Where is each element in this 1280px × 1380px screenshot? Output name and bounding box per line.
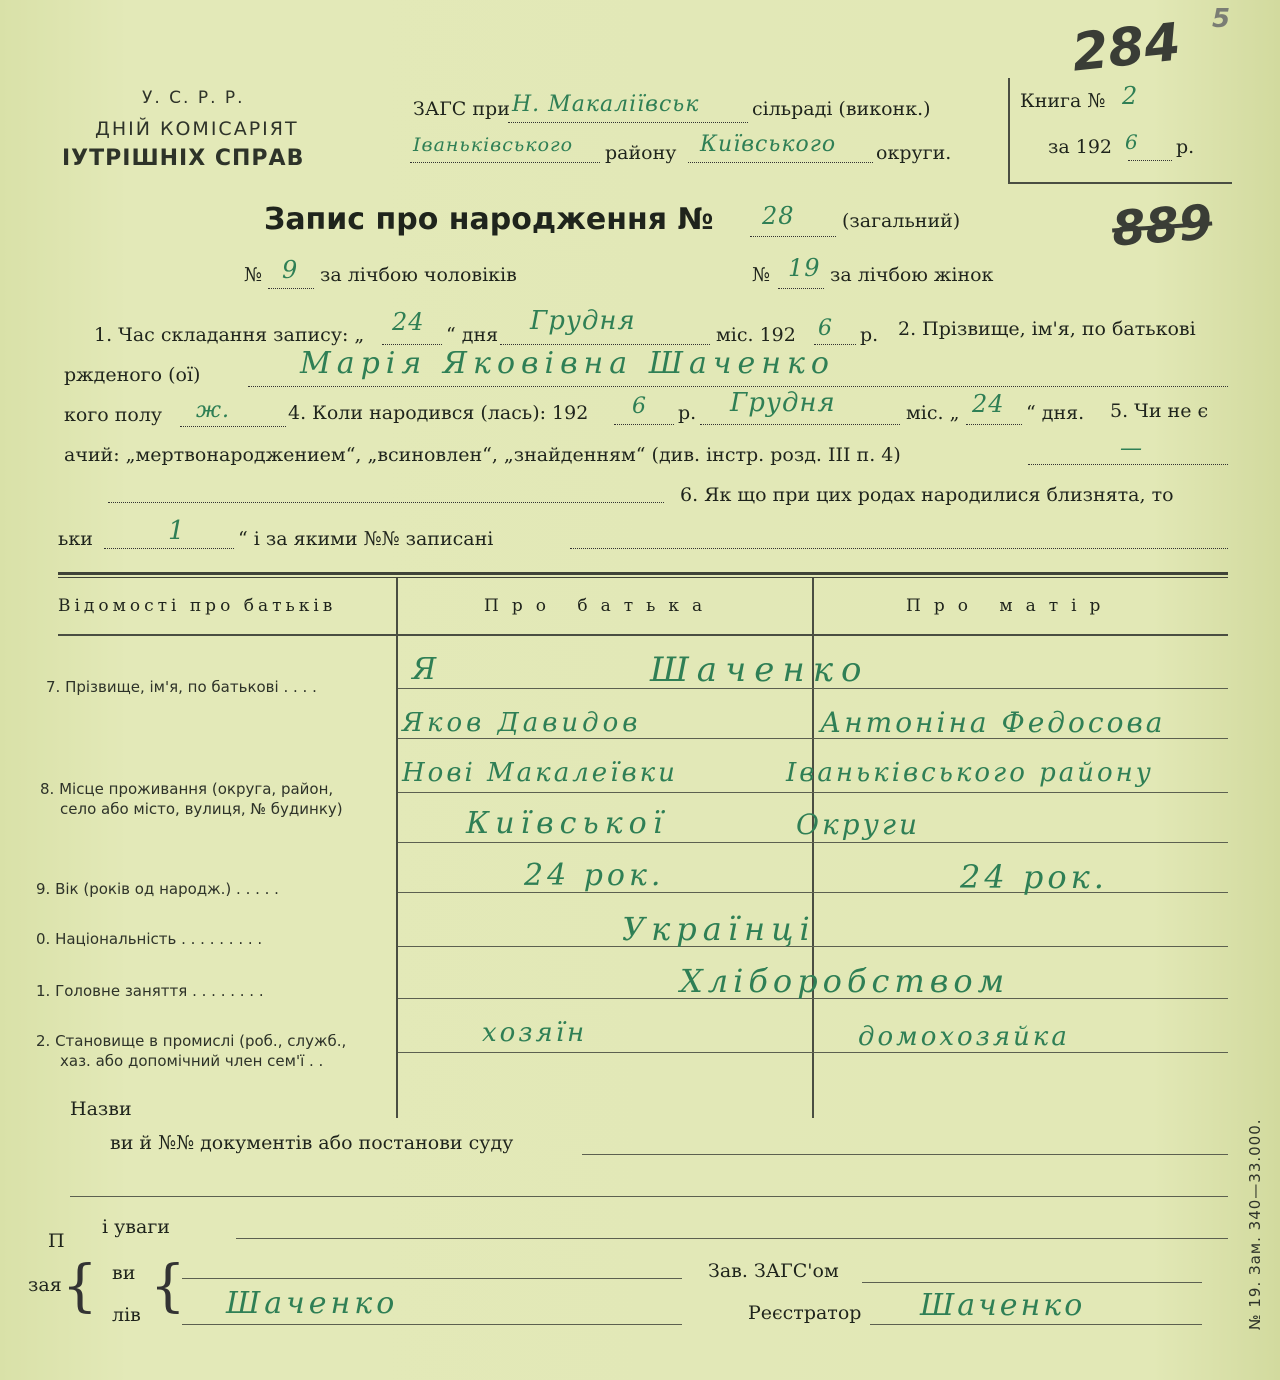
commissariat-line-2: ІУТРІШНІХ СПРАВ (62, 146, 305, 171)
district-underline (410, 162, 600, 163)
men-number-underline (268, 288, 314, 289)
sex-value: ж. (196, 398, 231, 423)
col-header-father: Про батька (484, 596, 716, 616)
zav-zags-label: Зав. ЗАГС'ом (708, 1260, 839, 1282)
occupation: Хліборобством (680, 962, 1010, 1000)
table-top-rule (58, 572, 1228, 575)
okrug-label: округи. (876, 142, 952, 164)
row-10-label: 0. Національність . . . . . . . . . (36, 930, 263, 948)
row-12-label-1: 2. Становище в промислі (роб., служб., (36, 1032, 347, 1050)
row-7-label: 7. Прізвище, ім'я, по батькові . . . . (46, 678, 317, 696)
row-11-label: 1. Головне заняття . . . . . . . . (36, 982, 264, 1000)
table-col-divider-1 (396, 578, 398, 1118)
field-4-year-digit: 6 (632, 394, 647, 419)
signature-label-1: ви (112, 1262, 136, 1284)
zav-zags-line (862, 1282, 1202, 1283)
archive-number-struck: 889 (1110, 194, 1215, 258)
field-1-label: 1. Час складання запису: „ (94, 324, 365, 346)
sex-label: кого полу (64, 404, 163, 426)
field-1-year-underline (814, 344, 856, 345)
registrar-line (870, 1324, 1202, 1325)
col-header-mother: Про матір (906, 596, 1114, 616)
field-6-cont-post: “ і за якими №№ записані (238, 528, 494, 550)
declarant-brace: { (62, 1254, 98, 1319)
book-number: 2 (1122, 82, 1139, 110)
book-label: Книга № (1020, 90, 1106, 112)
child-name: Марія Яковівна Шаченко (300, 346, 835, 381)
zags-village-underline (508, 122, 748, 123)
book-year-underline (1128, 160, 1172, 161)
field-1-year-suffix: р. (860, 324, 879, 346)
field-6-cont-pre: ьки (58, 528, 93, 550)
record-number-underline (750, 236, 836, 237)
mother-age: 24 рок. (960, 858, 1108, 896)
archive-number: 284 (1069, 12, 1184, 84)
row-rule-4 (398, 842, 1228, 843)
zags-suffix: сільраді (виконк.) (752, 98, 931, 120)
field-4-year-suffix: р. (678, 402, 697, 424)
okrug-underline (688, 162, 873, 163)
field-4-month: Грудня (730, 388, 836, 418)
men-number: 9 (282, 256, 299, 284)
surname-common: Шаченко (650, 650, 870, 690)
docs-line-1 (582, 1154, 1228, 1155)
residence-1a: Нові Макалеївки (402, 758, 678, 788)
field-5-label: 5. Чи не є (1110, 400, 1209, 422)
row-8-label-2: село або місто, вулиця, № будинку) (60, 800, 343, 818)
father-name: Яков Давидов (402, 708, 642, 738)
father-status: хозяїн (482, 1018, 588, 1048)
field-1-month-underline (500, 344, 710, 345)
zags-prefix: ЗАГС при (413, 98, 510, 120)
field-6-label: 6. Як що при цих родах народилися близнята, то (680, 484, 1174, 506)
commissariat-line-1: ДНІЙ КОМІСАРІЯТ (95, 118, 299, 140)
table-header-rule (58, 634, 1228, 636)
docs-line-2 (70, 1196, 1228, 1197)
nationality: Українці (622, 910, 816, 948)
notes-label: і уваги (102, 1216, 170, 1238)
declarant-line-2 (182, 1324, 682, 1325)
docs-label: ви й №№ документів або постанови суду (110, 1132, 514, 1154)
field-1-month-suffix: міс. 192 (716, 324, 796, 346)
record-note: (загальний) (842, 210, 961, 232)
field-1-year-digit: 6 (818, 316, 833, 341)
registrar-label: Реєстратор (748, 1302, 862, 1324)
notes-prefix: П (48, 1230, 65, 1252)
field-1-day: 24 (392, 308, 425, 336)
field-4-month-underline (700, 424, 900, 425)
father-age: 24 рок. (524, 858, 665, 893)
record-title: Запис про народження № (264, 202, 714, 237)
field-4-month-suffix: міс. „ (906, 402, 960, 424)
row-8-label-1: 8. Місце проживання (округа, район, (40, 780, 334, 798)
field-6-records-underline (570, 548, 1228, 549)
residence-1b: Іваньківського району (786, 758, 1154, 788)
signature-label-2: лів (112, 1304, 141, 1326)
field-5-underline (1028, 464, 1228, 465)
field-4-day-suffix: “ дня. (1026, 402, 1085, 424)
men-no-label: № (244, 264, 262, 286)
book-box-bottom-border (1008, 182, 1232, 184)
men-label: за лічбою чоловіків (320, 264, 517, 286)
field-2-cont: ржденого (ої) (64, 364, 201, 386)
field-1-day-underline (382, 344, 442, 345)
book-box-left-border (1008, 78, 1010, 182)
district-label: району (605, 142, 677, 164)
table-top-rule-thin (58, 577, 1228, 578)
surname-marker: Я (412, 652, 438, 687)
ussr-heading: У. С. Р. Р. (142, 88, 245, 108)
book-year-label: за 192 (1048, 136, 1112, 158)
district-hand: Іваньківського (413, 134, 574, 156)
field-2-label: 2. Прізвище, ім'я, по батькові (898, 318, 1196, 340)
field-4-day: 24 (972, 390, 1005, 418)
women-number-underline (778, 288, 824, 289)
residence-2b: Округи (796, 808, 921, 841)
women-number: 19 (788, 254, 821, 282)
child-name-underline (248, 386, 1228, 387)
registrar-signature: Шаченко (920, 1288, 1086, 1323)
names-label: Назви (70, 1098, 132, 1120)
residence-2a: Київської (466, 806, 669, 841)
field-1-month: Грудня (530, 306, 636, 336)
sex-underline (180, 426, 286, 427)
field-5-cont: ачий: „мертвонароджением“, „всиновлен“, „знайденням“ (див. інстр. розд. III п. 4) (64, 444, 901, 466)
print-info: № 19. Зам. 340—33.000. (1246, 1118, 1264, 1330)
field-5-value: — (1120, 436, 1143, 461)
okrug-hand: Київського (700, 132, 837, 157)
field-4-day-underline (966, 424, 1022, 425)
declarant-signature: Шаченко (226, 1286, 399, 1321)
notes-line (236, 1238, 1228, 1239)
signature-prefix: зая (28, 1274, 62, 1296)
mother-name: Антоніна Федосова (820, 706, 1166, 739)
signature-brace: { (150, 1254, 186, 1319)
book-year-suffix: р. (1176, 136, 1195, 158)
field-4-label: 4. Коли народився (лась): 192 (288, 402, 589, 424)
declarant-line-1 (182, 1278, 682, 1279)
field-6-underline (108, 502, 664, 503)
field-1-day-suffix: “ дня (446, 324, 499, 346)
field-6-value: 1 (168, 516, 186, 546)
zags-village: Н. Макаліївськ (512, 92, 700, 117)
row-rule-3 (398, 792, 1228, 793)
corner-mark: 5 (1212, 4, 1231, 34)
row-9-label: 9. Вік (років од народж.) . . . . . (36, 880, 279, 898)
women-no-label: № (752, 264, 770, 286)
book-year-digit: 6 (1125, 130, 1139, 154)
women-label: за лічбою жінок (830, 264, 994, 286)
row-rule-8 (398, 1052, 1228, 1053)
row-12-label-2: хаз. або допомічний член сем'ї . . (60, 1052, 324, 1070)
field-4-year-underline (614, 424, 674, 425)
field-6-value-underline (104, 548, 234, 549)
record-number: 28 (762, 202, 795, 230)
mother-status: домохозяйка (858, 1022, 1070, 1052)
col-header-info: Відомості про батьків (58, 596, 337, 616)
